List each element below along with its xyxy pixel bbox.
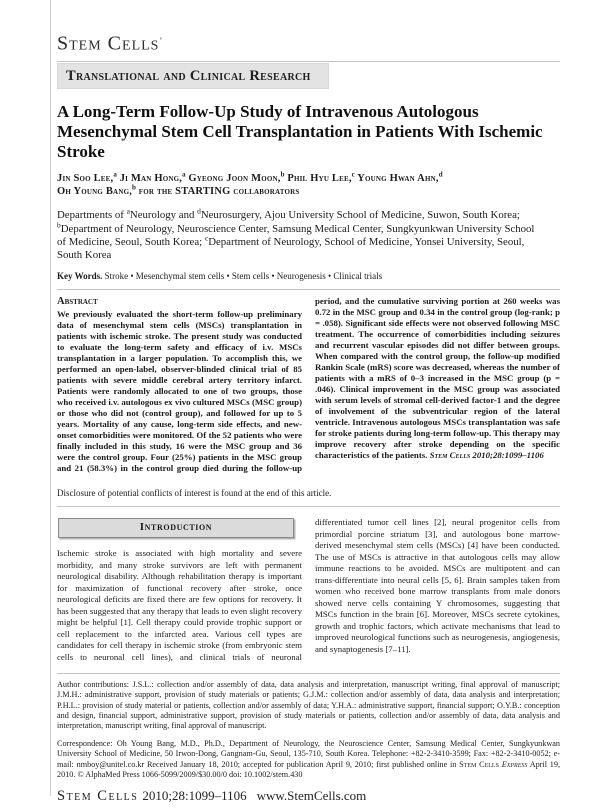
affiliation-mark: d: [197, 206, 201, 216]
affiliation-text: Department of Neurology, School of Medicine, Yonsei University, Seoul, South Korea: [57, 235, 525, 261]
abstract: [57, 296, 560, 484]
affiliation-text: Departments of: [57, 209, 127, 222]
disclosure-note: Disclosure of potential conflicts of interest is found at the end of this article.: [57, 488, 332, 499]
article-title: [57, 102, 560, 162]
author-affiliation-mark: a: [182, 170, 186, 179]
correspondence-text: April 19, 2010. © AlphaMed Press 1066-5099/2009/$30.00/0 doi: 10.1002/stem.430: [57, 759, 560, 779]
introduction-section: [57, 517, 560, 669]
abstract-heading: Abstract: [57, 296, 98, 308]
journal-logo: Stem Cells: [57, 32, 160, 55]
article-title-line: Stroke: [57, 142, 105, 162]
page-content: [57, 0, 560, 805]
abstract-body: We previously evaluated the short-term follow-up preliminary data of mesenchymal stem cells (MSCs) transplantation in patients with ischemic stroke. The present study was conducted to evaluate the long-term safety and efficacy of i.v. MSCs transplantation in a larger population. To accomplish this, we performed an open-label, observer-blinded clinical trial of 85 patients with severe middle cerebral artery territory infarct. Patients were randomly allocated to one of two groups, those who received i.v. autologous ex vivo cultured MSCs (MSC group) or those who did not (control group), and followed for up to 5 years. Mortality of any cause, long-term side effects, and new-onset comorbidities were monitored. Of the 52 patients who were finally included in this study, 16 were the MSC group and 36 were the control group. Four (25%) patients in the MSC group and 21 (58.3%) in the control group died during the follow-up period, and the cumulative surviving portion at 260 weeks was 0.72 in the MSC group and 0.34 in the control group (log-rank; p = .058). Significant side effects were not observed following MSC treatment. The occurrence of comorbidities including seizures and recurrent vascular episodes did not differ between groups. When compared with the control group, the follow-up modified Rankin Scale (mRS) score was decreased, whereas the number of patients with a mRS of 0–3 increased in the MSC group (p = .046). Clinical improvement in the MSC group was associated with serum levels of stromal cell-derived factor-1 and the degree of involvement of the subventricular region of the lateral ventricle. Intravenous autologous MSCs transplantation was safe for stroke patients during long-term follow-up. This therapy may improve recovery after stroke depending on the specific characteristics of the patients.: [57, 296, 560, 474]
affiliation-mark: b: [57, 219, 61, 229]
footer-website-url: www.StemCells.com: [256, 787, 367, 803]
affiliations: [57, 206, 539, 262]
author-list-line2: [57, 183, 560, 199]
journal-logo-trademark: ’: [159, 36, 163, 45]
introduction-heading: Introduction: [139, 521, 213, 534]
author-list: [57, 170, 560, 198]
abstract-citation-ref: 2010;28:1099–1106: [470, 450, 544, 461]
affiliation-mark: c: [204, 233, 209, 243]
affiliation-text: Neurosurgery, Ajou University School of Medicine, Suwon, South Korea;: [200, 209, 520, 222]
author-group: for the STARTING collaborators: [135, 185, 300, 197]
article-title-line: Mesenchymal Stem Cell Transplantation in Patients With Ischemic: [57, 122, 543, 142]
introduction-heading-box: [58, 518, 294, 538]
header-rule: [57, 61, 560, 62]
footer-volume-pages: 2010;28:1099–1106: [142, 787, 247, 803]
author-name: Young Hwan Ahn,: [354, 173, 439, 185]
keywords-label: Key Words.: [57, 271, 103, 282]
article-title-line: A Long-Term Follow-Up Study of Intravenous Autologous: [57, 102, 479, 122]
affiliation-text: Department of Neurology, Neuroscience Center, Samsung Medical Center, Sungkyunkwan University School of Medicine, Seoul, South Korea;: [57, 222, 535, 248]
left-margin-rule: [50, 0, 51, 796]
correspondence-journal-name: Stem Cells: [459, 759, 499, 769]
affiliation-mark: a: [126, 206, 130, 216]
author-name: Oh Young Bang,: [57, 185, 133, 197]
footer-journal-name: Stem Cells: [57, 787, 139, 804]
author-affiliation-mark: d: [438, 170, 443, 179]
keywords: [57, 271, 560, 282]
abstract-citation-journal: Stem Cells: [429, 450, 471, 461]
introduction-body: Ischemic stroke is associated with high mortality and severe morbidity, and many stroke survivors are left with permanent neurological disability. Although rehabilitation therapy is important for maximization of functional recovery after stroke, once neurological deficits are fixed there are few options for recovery. It has been suggested that any therapy that leads to even slight recovery might be helpful [1]. Cell therapy could provide trophic support or cell replacement to the infarcted area. Various cell types are candidates for cell therapy in ischemic stroke (from embryonic stem cells to neuronal cell lines), and clinical trials of neuronal differentiated tumor cell lines [2], neural progenitor cells from primordial porcine striatum [3], and autologous bone marrow-derived mesenchymal stem cells (MSCs) [4] have been conducted. The use of MSCs is attractive in that autologous cells may allow immune reactions to be avoided. MSCs are multipotent and can trans-differentiate into neural cells [5, 6]. Brain samples taken from women who received bone marrow transplants from male donors showed nerve cells containing Y chromosomes, suggesting that MSCs function in the brain [6]. Moreover, MSCs secrete cytokines, growth and trophic factors, which activate mechanisms that lead to improved neurological functions such as neurogenesis, angiogenesis, and synaptogenesis [7–11].: [57, 517, 560, 662]
author-affiliation-mark: c: [351, 170, 355, 179]
correspondence-journal-express: Express: [498, 759, 528, 769]
footnote-rule: [57, 673, 560, 674]
affiliation-text: Neurology and: [129, 209, 198, 222]
author-contributions: Author contributions: J.S.L.: collection and/or assembly of data, data analysis and interpretation, manuscript writing, final approval of manuscript; J.M.H.: administrative support, provision of study materials or patients; G.J.M.: collection and/or assembly of data, data analysis and interpretation; P.H.L.: provision of study material or patients, collection and/or assembly of data; Y.H.A.: administrative support, financial support; O.Y.B.: conception and design, financial support, administrative support, provision of study materials or patients, collection and/or assembly of data, data analysis and interpretation, manuscript writing, final approval of manuscript.: [57, 680, 560, 730]
author-affiliation-mark: a: [113, 170, 117, 179]
section-banner: [57, 63, 329, 89]
body-top-rule: [57, 506, 560, 507]
author-affiliation-mark: b: [132, 183, 136, 192]
correspondence-text: Correspondence: Oh Young Bang, M.D., Ph.D., Department of Neurology, the Neuroscience Center, Samsung Medical Center, Sungkyunkwan University School of Medicine, 50 Irwon-Dong, Gangnam-Gu, Seoul, 135-710, South Korea. Telephone: +82-2-3410-3599; Fax: +82-2-3410-0052; e-mail: nmboy@unitel.co.kr Received January 18, 2010; accepted for publication April 9, 2010; first published online in: [57, 739, 560, 769]
author-name: Phil Hyu Lee,: [284, 173, 352, 185]
keywords-text: Stroke • Mesenchymal stem cells • Stem cells • Neurogenesis • Clinical trials: [104, 271, 383, 282]
author-name: Gyeong Joon Moon,: [185, 173, 281, 185]
footer-citation: [57, 787, 560, 805]
correspondence-note: [57, 739, 560, 780]
section-banner-label: Translational and Clinical Research: [66, 67, 311, 84]
author-name: Ji Man Hong,: [116, 173, 183, 185]
author-affiliation-mark: b: [280, 170, 285, 179]
journal-logo-row: [57, 30, 560, 56]
abstract-top-rule: [57, 289, 560, 290]
author-name: Jin Soo Lee,: [57, 173, 114, 185]
